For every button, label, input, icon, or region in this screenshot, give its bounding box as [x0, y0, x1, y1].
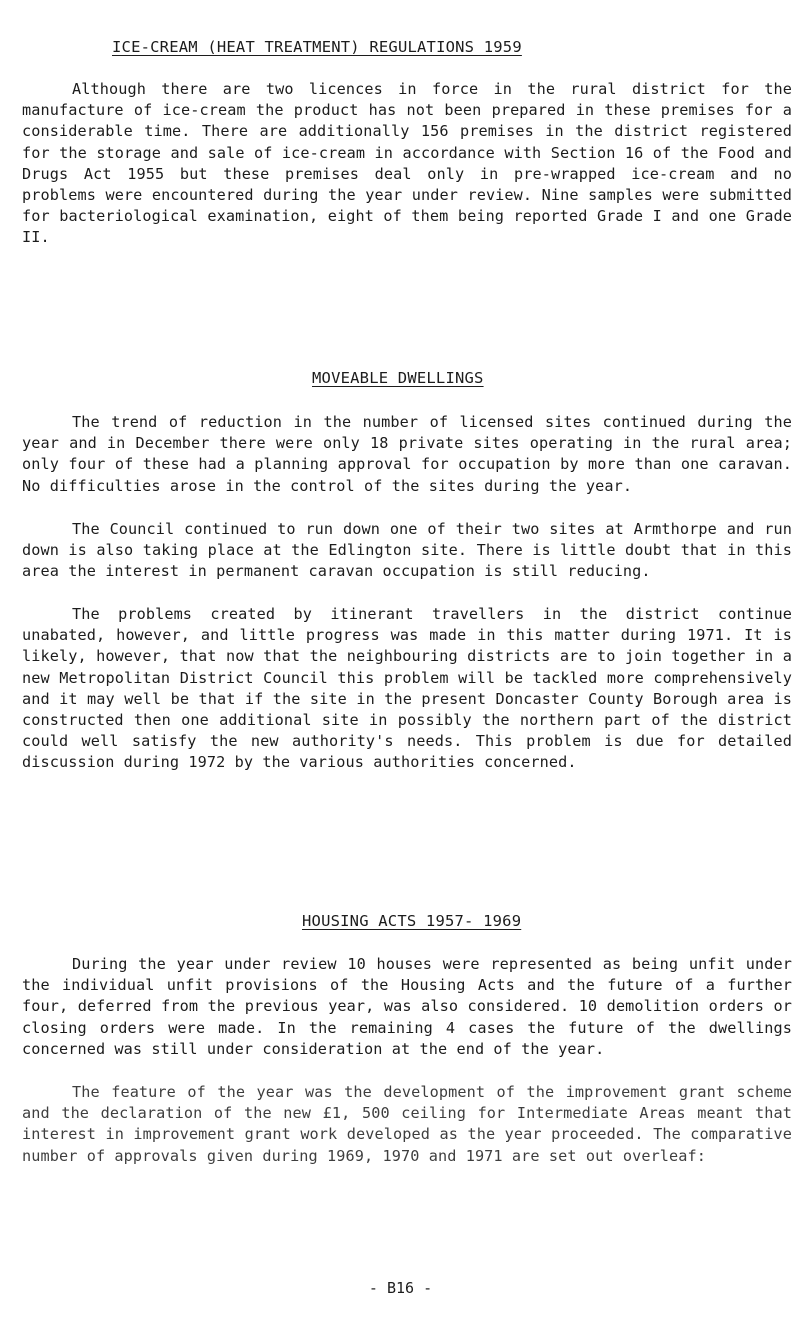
- housing-acts-paragraph-2: The feature of the year was the development of the improvement grant scheme and the declaration of the new £1, 500 ceiling for Intermediate Areas meant that interest in improvement grant work developed as the year proceeded. The comparative number of approvals given during 1969, 1970 and 1971 are set out overleaf:: [22, 1083, 792, 1165]
- moveable-dwellings-paragraph-2: The Council continued to run down one of their two sites at Armthorpe and run down is also taking place at the Edlington site. There is little doubt that in this area the interest in permanent caravan occupation is still reducing.: [22, 520, 792, 581]
- ice-cream-heading: ICE-CREAM (HEAT TREATMENT) REGULATIONS 1959: [112, 38, 522, 56]
- moveable-dwellings-heading: MOVEABLE DWELLINGS: [312, 369, 484, 387]
- housing-acts-heading: HOUSING ACTS 1957- 1969: [302, 912, 522, 930]
- moveable-dwellings-paragraph-1: The trend of reduction in the number of licensed sites continued during the year and in December there were only 18 private sites operating in the rural area; only four of these had a planning approval for occupation by more than one caravan. No difficulties arose in the control of the sites during the year.: [22, 413, 792, 495]
- housing-acts-paragraph-1: During the year under review 10 houses were represented as being unfit under the individual unfit provisions of the Housing Acts and the future of a further four, deferred from the previous year, was also considered. 10 demolition orders or closing orders were made. In the remaining 4 cases the future of the dwellings concerned was still under consideration at the end of the year.: [22, 955, 792, 1058]
- page-number: - B16 -: [368, 1279, 433, 1297]
- moveable-dwellings-paragraph-3: The problems created by itinerant travellers in the district continue unabated, however, and little progress was made in this matter during 1971. It is likely, however, that now that the neighbouring districts are to join together in a new Metropolitan District Council this problem will be tackled more comprehensively and it may well be that if the site in the present Doncaster County Borough area is constructed then one additional site in possibly the northern part of the district could well satisfy the new authority's needs. This problem is due for detailed discussion during 1972 by the various authorities concerned.: [22, 605, 792, 772]
- ice-cream-paragraph: Although there are two licences in force in the rural district for the manufacture of ice-cream the product has not been prepared in these premises for a considerable time. There are additionally 156 premises in the district registered for the storage and sale of ice-cream in accordance with Section 16 of the Food and Drugs Act 1955 but these premises deal only in pre-wrapped ice-cream and no problems were encountered during the year under review. Nine samples were submitted for bacteriological examination, eight of them being reported Grade I and one Grade II.: [22, 80, 792, 247]
